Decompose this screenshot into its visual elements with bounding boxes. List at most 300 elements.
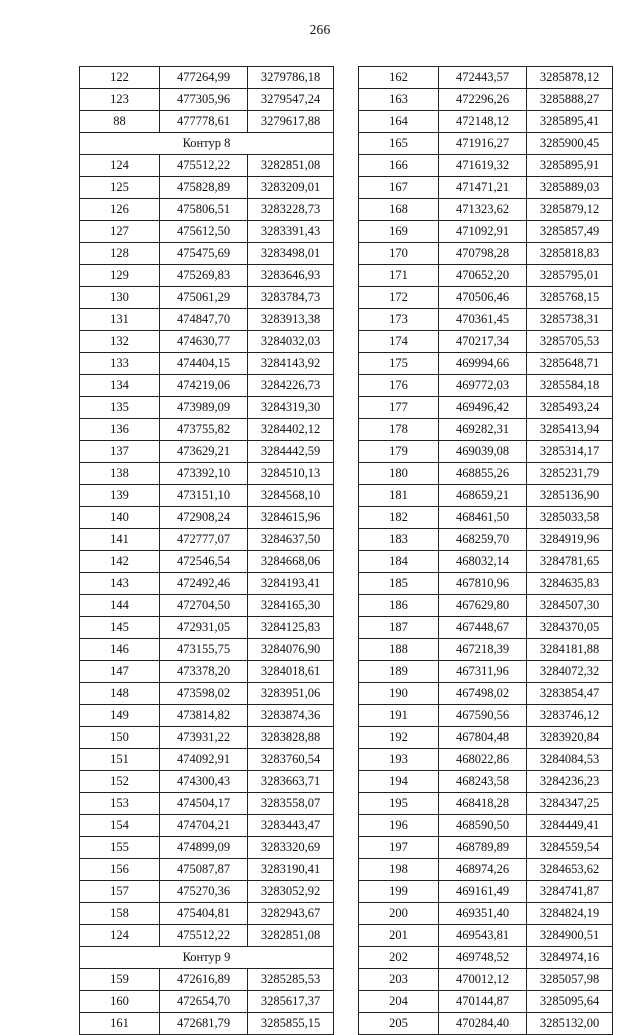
table-row [359, 441, 613, 463]
point-number-cell: 139 [80, 485, 160, 507]
point-number-cell: 125 [80, 177, 160, 199]
table-row [80, 397, 334, 419]
table-row [80, 749, 334, 771]
x-coordinate-cell: 472931,05 [160, 617, 248, 639]
x-coordinate-cell: 468461,50 [439, 507, 527, 529]
x-coordinate-cell: 474630,77 [160, 331, 248, 353]
table-row [359, 221, 613, 243]
point-number-cell: 148 [80, 683, 160, 705]
point-number-cell: 138 [80, 463, 160, 485]
y-coordinate-cell: 3285818,83 [527, 243, 613, 265]
x-coordinate-cell: 472148,12 [439, 111, 527, 133]
point-number-cell: 163 [359, 89, 439, 111]
x-coordinate-cell: 472704,50 [160, 595, 248, 617]
table-row [359, 265, 613, 287]
x-coordinate-cell: 467810,96 [439, 573, 527, 595]
point-number-cell: 124 [80, 155, 160, 177]
table-row [80, 793, 334, 815]
y-coordinate-cell: 3284442,59 [248, 441, 334, 463]
y-coordinate-cell: 3283951,06 [248, 683, 334, 705]
x-coordinate-cell: 474504,17 [160, 793, 248, 815]
y-coordinate-cell: 3285285,53 [248, 969, 334, 991]
table-row [80, 441, 334, 463]
table-row [359, 947, 613, 969]
point-number-cell: 123 [80, 89, 160, 111]
x-coordinate-cell: 472492,46 [160, 573, 248, 595]
x-coordinate-cell: 470798,28 [439, 243, 527, 265]
point-number-cell: 136 [80, 419, 160, 441]
point-number-cell: 198 [359, 859, 439, 881]
y-coordinate-cell: 3282851,08 [248, 925, 334, 947]
point-number-cell: 131 [80, 309, 160, 331]
point-number-cell: 177 [359, 397, 439, 419]
point-number-cell: 183 [359, 529, 439, 551]
point-number-cell: 199 [359, 881, 439, 903]
x-coordinate-cell: 472546,54 [160, 551, 248, 573]
table-row [359, 683, 613, 705]
point-number-cell: 156 [80, 859, 160, 881]
table-row [359, 617, 613, 639]
x-coordinate-cell: 468418,28 [439, 793, 527, 815]
x-coordinate-cell: 473598,02 [160, 683, 248, 705]
y-coordinate-cell: 3284637,50 [248, 529, 334, 551]
point-number-cell: 182 [359, 507, 439, 529]
x-coordinate-cell: 473814,82 [160, 705, 248, 727]
y-coordinate-cell: 3284559,54 [527, 837, 613, 859]
y-coordinate-cell: 3285879,12 [527, 199, 613, 221]
point-number-cell: 162 [359, 67, 439, 89]
table-row [80, 155, 334, 177]
table-row [359, 551, 613, 573]
table-row [80, 331, 334, 353]
y-coordinate-cell: 3283784,73 [248, 287, 334, 309]
table-row [80, 485, 334, 507]
y-coordinate-cell: 3284974,16 [527, 947, 613, 969]
point-number-cell: 167 [359, 177, 439, 199]
point-number-cell: 174 [359, 331, 439, 353]
y-coordinate-cell: 3285132,00 [527, 1013, 613, 1035]
point-number-cell: 157 [80, 881, 160, 903]
y-coordinate-cell: 3283443,47 [248, 815, 334, 837]
table-row [359, 595, 613, 617]
y-coordinate-cell: 3284824,19 [527, 903, 613, 925]
y-coordinate-cell: 3285878,12 [527, 67, 613, 89]
table-row [359, 309, 613, 331]
x-coordinate-cell: 475828,89 [160, 177, 248, 199]
table-row [80, 507, 334, 529]
table-row [80, 859, 334, 881]
table-row [80, 815, 334, 837]
point-number-cell: 189 [359, 661, 439, 683]
point-number-cell: 137 [80, 441, 160, 463]
x-coordinate-cell: 471323,62 [439, 199, 527, 221]
point-number-cell: 150 [80, 727, 160, 749]
table-row [359, 397, 613, 419]
point-number-cell: 191 [359, 705, 439, 727]
point-number-cell: 133 [80, 353, 160, 375]
table-row [359, 67, 613, 89]
table-row [359, 155, 613, 177]
y-coordinate-cell: 3285231,79 [527, 463, 613, 485]
point-number-cell: 155 [80, 837, 160, 859]
table-row [80, 705, 334, 727]
table-row [359, 727, 613, 749]
table-row [359, 375, 613, 397]
table-row [80, 221, 334, 243]
table-row [80, 837, 334, 859]
x-coordinate-cell: 467498,02 [439, 683, 527, 705]
point-number-cell: 192 [359, 727, 439, 749]
y-coordinate-cell: 3285617,37 [248, 991, 334, 1013]
point-number-cell: 173 [359, 309, 439, 331]
table-row [359, 133, 613, 155]
point-number-cell: 197 [359, 837, 439, 859]
y-coordinate-cell: 3284919,96 [527, 529, 613, 551]
point-number-cell: 128 [80, 243, 160, 265]
point-number-cell: 161 [80, 1013, 160, 1035]
point-number-cell: 171 [359, 265, 439, 287]
y-coordinate-cell: 3284319,30 [248, 397, 334, 419]
point-number-cell: 149 [80, 705, 160, 727]
y-coordinate-cell: 3284072,32 [527, 661, 613, 683]
y-coordinate-cell: 3283209,01 [248, 177, 334, 199]
y-coordinate-cell: 3284347,25 [527, 793, 613, 815]
x-coordinate-cell: 467590,56 [439, 705, 527, 727]
point-number-cell: 141 [80, 529, 160, 551]
y-coordinate-cell: 3279617,88 [248, 111, 334, 133]
x-coordinate-cell: 477264,99 [160, 67, 248, 89]
table-row [359, 177, 613, 199]
table-row [80, 89, 334, 111]
table-row [359, 859, 613, 881]
y-coordinate-cell: 3285095,64 [527, 991, 613, 1013]
coordinates-table-right [358, 66, 613, 1035]
point-number-cell: 134 [80, 375, 160, 397]
point-number-cell: 154 [80, 815, 160, 837]
table-row [80, 1013, 334, 1035]
y-coordinate-cell: 3283913,38 [248, 309, 334, 331]
x-coordinate-cell: 473392,10 [160, 463, 248, 485]
y-coordinate-cell: 3285857,49 [527, 221, 613, 243]
y-coordinate-cell: 3283920,84 [527, 727, 613, 749]
x-coordinate-cell: 475404,81 [160, 903, 248, 925]
table-row [359, 485, 613, 507]
point-number-cell: 181 [359, 485, 439, 507]
point-number-cell: 170 [359, 243, 439, 265]
point-number-cell: 160 [80, 991, 160, 1013]
point-number-cell: 188 [359, 639, 439, 661]
table-row [359, 353, 613, 375]
x-coordinate-cell: 472908,24 [160, 507, 248, 529]
y-coordinate-cell: 3284635,83 [527, 573, 613, 595]
y-coordinate-cell: 3284510,13 [248, 463, 334, 485]
table-row [359, 969, 613, 991]
x-coordinate-cell: 468855,26 [439, 463, 527, 485]
y-coordinate-cell: 3285314,17 [527, 441, 613, 463]
y-coordinate-cell: 3284181,88 [527, 639, 613, 661]
y-coordinate-cell: 3284193,41 [248, 573, 334, 595]
y-coordinate-cell: 3285705,53 [527, 331, 613, 353]
x-coordinate-cell: 469282,31 [439, 419, 527, 441]
table-row [80, 287, 334, 309]
y-coordinate-cell: 3285888,27 [527, 89, 613, 111]
point-number-cell: 168 [359, 199, 439, 221]
table-row [359, 837, 613, 859]
y-coordinate-cell: 3283760,54 [248, 749, 334, 771]
y-coordinate-cell: 3284507,30 [527, 595, 613, 617]
x-coordinate-cell: 475270,36 [160, 881, 248, 903]
y-coordinate-cell: 3283646,93 [248, 265, 334, 287]
section-title: Контур 9 [80, 947, 334, 969]
point-number-cell: 194 [359, 771, 439, 793]
table-row [359, 507, 613, 529]
x-coordinate-cell: 473755,82 [160, 419, 248, 441]
y-coordinate-cell: 3283746,12 [527, 705, 613, 727]
table-row [80, 991, 334, 1013]
x-coordinate-cell: 473151,10 [160, 485, 248, 507]
y-coordinate-cell: 3285855,15 [248, 1013, 334, 1035]
y-coordinate-cell: 3285900,45 [527, 133, 613, 155]
table-row [359, 331, 613, 353]
x-coordinate-cell: 474847,70 [160, 309, 248, 331]
point-number-cell: 186 [359, 595, 439, 617]
table-row [80, 661, 334, 683]
point-number-cell: 169 [359, 221, 439, 243]
point-number-cell: 195 [359, 793, 439, 815]
point-number-cell: 142 [80, 551, 160, 573]
point-number-cell: 204 [359, 991, 439, 1013]
table-row [80, 243, 334, 265]
x-coordinate-cell: 469772,03 [439, 375, 527, 397]
table-row [80, 925, 334, 947]
x-coordinate-cell: 472681,79 [160, 1013, 248, 1035]
x-coordinate-cell: 472296,26 [439, 89, 527, 111]
point-number-cell: 153 [80, 793, 160, 815]
table-row [80, 199, 334, 221]
x-coordinate-cell: 470217,34 [439, 331, 527, 353]
table-row [359, 991, 613, 1013]
table-row [80, 529, 334, 551]
point-number-cell: 158 [80, 903, 160, 925]
table-row [359, 463, 613, 485]
point-number-cell: 130 [80, 287, 160, 309]
y-coordinate-cell: 3284900,51 [527, 925, 613, 947]
table-row [359, 199, 613, 221]
y-coordinate-cell: 3285895,41 [527, 111, 613, 133]
point-number-cell: 135 [80, 397, 160, 419]
y-coordinate-cell: 3285738,31 [527, 309, 613, 331]
x-coordinate-cell: 473629,21 [160, 441, 248, 463]
point-number-cell: 88 [80, 111, 160, 133]
point-number-cell: 146 [80, 639, 160, 661]
x-coordinate-cell: 474219,06 [160, 375, 248, 397]
point-number-cell: 129 [80, 265, 160, 287]
x-coordinate-cell: 475475,69 [160, 243, 248, 265]
x-coordinate-cell: 472654,70 [160, 991, 248, 1013]
y-coordinate-cell: 3285795,01 [527, 265, 613, 287]
x-coordinate-cell: 468243,58 [439, 771, 527, 793]
table-row [80, 639, 334, 661]
x-coordinate-cell: 470144,87 [439, 991, 527, 1013]
x-coordinate-cell: 472777,07 [160, 529, 248, 551]
y-coordinate-cell: 3284125,83 [248, 617, 334, 639]
x-coordinate-cell: 475269,83 [160, 265, 248, 287]
table-row [359, 111, 613, 133]
x-coordinate-cell: 471471,21 [439, 177, 527, 199]
y-coordinate-cell: 3283320,69 [248, 837, 334, 859]
table-row [359, 287, 613, 309]
table-row [359, 419, 613, 441]
x-coordinate-cell: 469748,52 [439, 947, 527, 969]
y-coordinate-cell: 3284236,23 [527, 771, 613, 793]
x-coordinate-cell: 475612,50 [160, 221, 248, 243]
table-row [80, 727, 334, 749]
x-coordinate-cell: 475087,87 [160, 859, 248, 881]
x-coordinate-cell: 470506,46 [439, 287, 527, 309]
table-row [359, 1013, 613, 1035]
x-coordinate-cell: 467448,67 [439, 617, 527, 639]
table-row [80, 617, 334, 639]
x-coordinate-cell: 472616,89 [160, 969, 248, 991]
point-number-cell: 127 [80, 221, 160, 243]
table-row [80, 375, 334, 397]
point-number-cell: 178 [359, 419, 439, 441]
x-coordinate-cell: 473155,75 [160, 639, 248, 661]
x-coordinate-cell: 470284,40 [439, 1013, 527, 1035]
point-number-cell: 176 [359, 375, 439, 397]
table-row [80, 111, 334, 133]
y-coordinate-cell: 3279786,18 [248, 67, 334, 89]
section-header-row [80, 133, 334, 155]
table-row [359, 925, 613, 947]
table-row [359, 771, 613, 793]
table-row [80, 683, 334, 705]
y-coordinate-cell: 3284032,03 [248, 331, 334, 353]
table-row [359, 639, 613, 661]
x-coordinate-cell: 469543,81 [439, 925, 527, 947]
x-coordinate-cell: 474092,91 [160, 749, 248, 771]
y-coordinate-cell: 3283228,73 [248, 199, 334, 221]
x-coordinate-cell: 473989,09 [160, 397, 248, 419]
y-coordinate-cell: 3284370,05 [527, 617, 613, 639]
x-coordinate-cell: 471916,27 [439, 133, 527, 155]
table-row [359, 705, 613, 727]
x-coordinate-cell: 477305,96 [160, 89, 248, 111]
table-row [80, 309, 334, 331]
y-coordinate-cell: 3284741,87 [527, 881, 613, 903]
table-row [359, 903, 613, 925]
point-number-cell: 184 [359, 551, 439, 573]
coordinates-table-left [79, 66, 334, 1035]
table-row [359, 815, 613, 837]
y-coordinate-cell: 3283052,92 [248, 881, 334, 903]
point-number-cell: 164 [359, 111, 439, 133]
y-coordinate-cell: 3285057,98 [527, 969, 613, 991]
y-coordinate-cell: 3283828,88 [248, 727, 334, 749]
x-coordinate-cell: 470012,12 [439, 969, 527, 991]
y-coordinate-cell: 3284165,30 [248, 595, 334, 617]
point-number-cell: 144 [80, 595, 160, 617]
point-number-cell: 175 [359, 353, 439, 375]
y-coordinate-cell: 3284653,62 [527, 859, 613, 881]
x-coordinate-cell: 475512,22 [160, 155, 248, 177]
y-coordinate-cell: 3285895,91 [527, 155, 613, 177]
point-number-cell: 205 [359, 1013, 439, 1035]
y-coordinate-cell: 3284568,10 [248, 485, 334, 507]
y-coordinate-cell: 3284076,90 [248, 639, 334, 661]
table-row [80, 551, 334, 573]
y-coordinate-cell: 3285768,15 [527, 287, 613, 309]
x-coordinate-cell: 469039,08 [439, 441, 527, 463]
table-row [80, 67, 334, 89]
table-row [80, 463, 334, 485]
x-coordinate-cell: 477778,61 [160, 111, 248, 133]
point-number-cell: 196 [359, 815, 439, 837]
x-coordinate-cell: 468590,50 [439, 815, 527, 837]
x-coordinate-cell: 468259,70 [439, 529, 527, 551]
x-coordinate-cell: 467218,39 [439, 639, 527, 661]
point-number-cell: 143 [80, 573, 160, 595]
table-row [359, 749, 613, 771]
point-number-cell: 187 [359, 617, 439, 639]
point-number-cell: 122 [80, 67, 160, 89]
y-coordinate-cell: 3284781,65 [527, 551, 613, 573]
y-coordinate-cell: 3284143,92 [248, 353, 334, 375]
y-coordinate-cell: 3283663,71 [248, 771, 334, 793]
table-row [359, 529, 613, 551]
table-row [359, 89, 613, 111]
table-row [80, 265, 334, 287]
x-coordinate-cell: 470652,20 [439, 265, 527, 287]
x-coordinate-cell: 467311,96 [439, 661, 527, 683]
table-row [359, 573, 613, 595]
x-coordinate-cell: 468974,26 [439, 859, 527, 881]
table-row [359, 243, 613, 265]
y-coordinate-cell: 3283190,41 [248, 859, 334, 881]
x-coordinate-cell: 474300,43 [160, 771, 248, 793]
section-header-row [80, 947, 334, 969]
y-coordinate-cell: 3284084,53 [527, 749, 613, 771]
y-coordinate-cell: 3283558,07 [248, 793, 334, 815]
table-row [80, 903, 334, 925]
y-coordinate-cell: 3285584,18 [527, 375, 613, 397]
table-row [80, 177, 334, 199]
x-coordinate-cell: 474704,21 [160, 815, 248, 837]
point-number-cell: 124 [80, 925, 160, 947]
page-number: 266 [309, 22, 331, 37]
point-number-cell: 200 [359, 903, 439, 925]
x-coordinate-cell: 475806,51 [160, 199, 248, 221]
point-number-cell: 140 [80, 507, 160, 529]
y-coordinate-cell: 3284226,73 [248, 375, 334, 397]
x-coordinate-cell: 469496,42 [439, 397, 527, 419]
table-row [359, 661, 613, 683]
point-number-cell: 152 [80, 771, 160, 793]
y-coordinate-cell: 3283498,01 [248, 243, 334, 265]
y-coordinate-cell: 3285493,24 [527, 397, 613, 419]
x-coordinate-cell: 473378,20 [160, 661, 248, 683]
y-coordinate-cell: 3285648,71 [527, 353, 613, 375]
x-coordinate-cell: 475512,22 [160, 925, 248, 947]
x-coordinate-cell: 471619,32 [439, 155, 527, 177]
y-coordinate-cell: 3284449,41 [527, 815, 613, 837]
point-number-cell: 202 [359, 947, 439, 969]
x-coordinate-cell: 467804,48 [439, 727, 527, 749]
y-coordinate-cell: 3284402,12 [248, 419, 334, 441]
y-coordinate-cell: 3285136,90 [527, 485, 613, 507]
point-number-cell: 159 [80, 969, 160, 991]
point-number-cell: 151 [80, 749, 160, 771]
